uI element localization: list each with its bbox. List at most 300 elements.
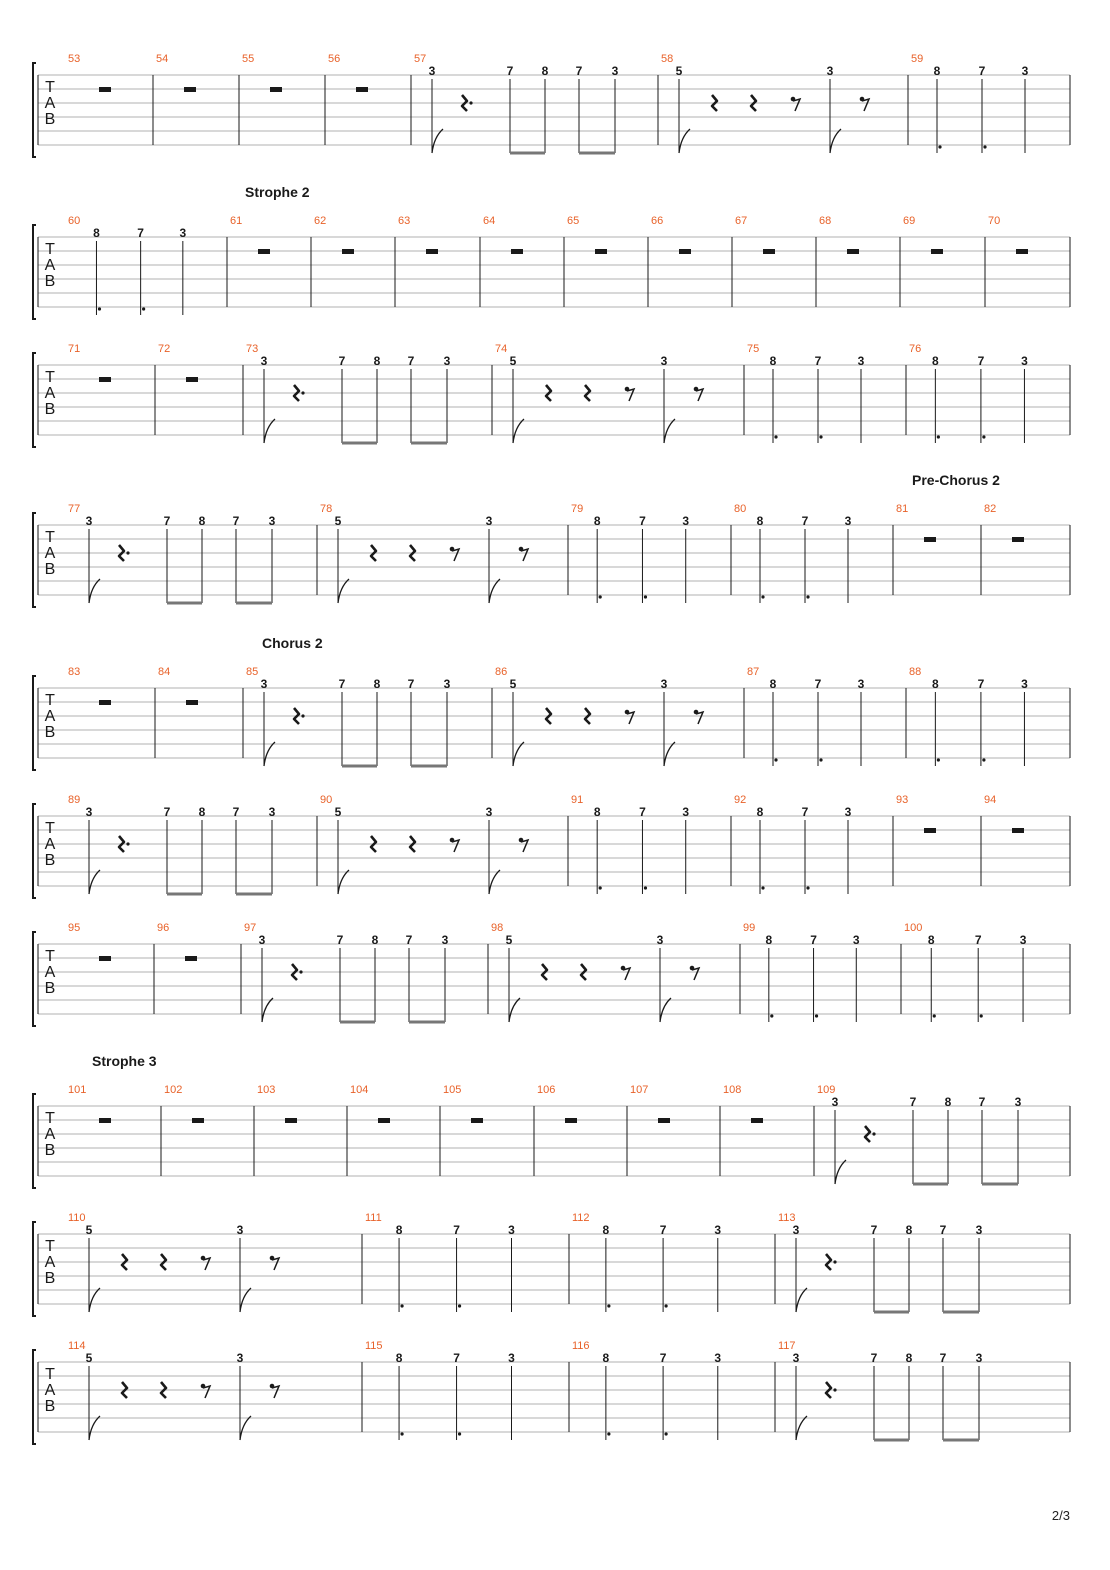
measure-number: 60 bbox=[68, 215, 81, 227]
note-flag bbox=[89, 579, 100, 603]
measure-number: 65 bbox=[567, 215, 580, 227]
system-bracket bbox=[33, 513, 36, 607]
dot bbox=[400, 1304, 403, 1307]
note-flag bbox=[264, 742, 275, 766]
fret-number: 3 bbox=[428, 64, 436, 78]
fret-number: 7 bbox=[338, 354, 346, 368]
tab-clef-letter: A bbox=[44, 257, 56, 274]
measure-number: 87 bbox=[747, 666, 760, 678]
fret-number: 3 bbox=[714, 1223, 722, 1237]
measure bbox=[988, 215, 1028, 254]
fret-number: 3 bbox=[179, 226, 187, 240]
measure bbox=[567, 215, 607, 254]
dot bbox=[833, 1388, 836, 1391]
tab-system bbox=[33, 53, 1070, 157]
measure-number: 72 bbox=[158, 343, 171, 355]
half-rest bbox=[378, 1118, 390, 1123]
dot bbox=[458, 1304, 461, 1307]
measure-number: 116 bbox=[572, 1340, 590, 1352]
fret-number: 3 bbox=[1014, 1095, 1022, 1109]
note-flag bbox=[489, 579, 500, 603]
fret-number: 8 bbox=[93, 226, 100, 240]
system-bracket bbox=[33, 1222, 36, 1316]
measure bbox=[630, 1084, 670, 1123]
fret-number: 3 bbox=[1019, 933, 1027, 947]
eighth-rest bbox=[270, 1256, 279, 1270]
half-rest bbox=[763, 249, 775, 254]
eighth-rest bbox=[201, 1256, 210, 1270]
fret-number: 3 bbox=[844, 805, 852, 819]
half-rest bbox=[1012, 537, 1024, 542]
measure-number: 69 bbox=[903, 215, 916, 227]
measure bbox=[164, 1084, 204, 1123]
half-rest bbox=[184, 87, 196, 92]
tab-clef-letter: A bbox=[44, 708, 56, 725]
tab-clef-letter: B bbox=[44, 273, 56, 290]
fret-number: 3 bbox=[441, 933, 449, 947]
fret-number: 5 bbox=[675, 64, 683, 78]
measure bbox=[68, 666, 111, 705]
measure bbox=[483, 215, 523, 254]
tab-clef-letter: T bbox=[45, 79, 55, 96]
note-flag bbox=[262, 998, 273, 1022]
measure bbox=[903, 215, 943, 254]
fret-number: 8 bbox=[395, 1351, 403, 1365]
tab-system bbox=[33, 922, 1070, 1026]
measure-number: 79 bbox=[571, 503, 584, 515]
system-bracket bbox=[33, 1350, 36, 1444]
fret-number: 8 bbox=[395, 1223, 403, 1237]
dot bbox=[806, 595, 809, 598]
measure-number: 55 bbox=[242, 53, 255, 65]
measure-number: 74 bbox=[495, 343, 508, 355]
fret-number: 7 bbox=[801, 805, 809, 819]
tab-clef-letter: B bbox=[44, 724, 56, 741]
measure bbox=[398, 215, 438, 254]
dot bbox=[819, 435, 822, 438]
fret-number: 3 bbox=[656, 933, 664, 947]
fret-number: 7 bbox=[974, 933, 982, 947]
measure-number: 110 bbox=[68, 1212, 86, 1224]
system-bracket bbox=[33, 676, 36, 770]
half-rest bbox=[99, 1118, 111, 1123]
fret-number: 8 bbox=[905, 1223, 913, 1237]
fret-number: 3 bbox=[268, 514, 276, 528]
fret-number: 3 bbox=[258, 933, 266, 947]
fret-number: 7 bbox=[407, 677, 415, 691]
tab-clef-letter: A bbox=[44, 1254, 56, 1271]
tab-clef-letter: B bbox=[44, 111, 56, 128]
note-flag bbox=[240, 1288, 251, 1312]
dot bbox=[98, 307, 101, 310]
section-label: Strophe 2 bbox=[245, 184, 310, 200]
fret-number: 7 bbox=[659, 1223, 667, 1237]
measure-number: 54 bbox=[156, 53, 169, 65]
fret-number: 5 bbox=[509, 354, 517, 368]
dot bbox=[126, 551, 129, 554]
half-rest bbox=[924, 537, 936, 542]
dot bbox=[458, 1432, 461, 1435]
dot bbox=[770, 1014, 773, 1017]
fret-number: 5 bbox=[334, 805, 342, 819]
measure bbox=[156, 53, 196, 92]
eighth-rest bbox=[625, 710, 634, 724]
measure-number: 107 bbox=[630, 1084, 649, 1096]
fret-number: 8 bbox=[602, 1223, 610, 1237]
fret-number: 7 bbox=[639, 514, 646, 528]
dot bbox=[644, 886, 647, 889]
fret-number: 7 bbox=[453, 1223, 460, 1237]
fret-number: 3 bbox=[443, 677, 451, 691]
fret-number: 3 bbox=[975, 1351, 983, 1365]
dot bbox=[599, 595, 602, 598]
fret-number: 3 bbox=[660, 677, 668, 691]
tab-system bbox=[33, 1053, 1070, 1188]
measure bbox=[68, 922, 111, 961]
fret-number: 8 bbox=[756, 514, 764, 528]
tab-clef-letter: T bbox=[45, 1110, 55, 1127]
eighth-rest bbox=[270, 1384, 279, 1398]
fret-number: 3 bbox=[508, 1223, 515, 1237]
tab-clef-letter: B bbox=[44, 1142, 56, 1159]
system-bracket bbox=[33, 353, 36, 447]
fret-number: 8 bbox=[602, 1351, 610, 1365]
fret-number: 7 bbox=[639, 805, 646, 819]
tab-clef-letter: A bbox=[44, 95, 56, 112]
fret-number: 8 bbox=[593, 514, 601, 528]
fret-number: 3 bbox=[682, 805, 690, 819]
fret-number: 7 bbox=[977, 354, 985, 368]
fret-number: 7 bbox=[575, 64, 583, 78]
fret-number: 3 bbox=[975, 1223, 983, 1237]
measure-number: 93 bbox=[896, 794, 909, 806]
tab-system bbox=[33, 1212, 1070, 1316]
fret-number: 3 bbox=[831, 1095, 839, 1109]
fret-number: 8 bbox=[932, 354, 939, 368]
measure-number: 59 bbox=[911, 53, 924, 65]
measure-number: 56 bbox=[328, 53, 341, 65]
fret-number: 3 bbox=[85, 805, 93, 819]
measure bbox=[984, 503, 1024, 542]
measure-number: 80 bbox=[734, 503, 747, 515]
measure-number: 117 bbox=[778, 1340, 796, 1352]
fret-number: 7 bbox=[453, 1351, 460, 1365]
half-rest bbox=[185, 956, 197, 961]
dot bbox=[299, 970, 302, 973]
eighth-rest bbox=[860, 97, 869, 111]
half-rest bbox=[595, 249, 607, 254]
dot bbox=[982, 435, 985, 438]
fret-number: 8 bbox=[198, 514, 206, 528]
tab-clef-letter: A bbox=[44, 836, 56, 853]
measure bbox=[158, 666, 198, 705]
dot bbox=[819, 758, 822, 761]
dot bbox=[933, 1014, 936, 1017]
measure-number: 64 bbox=[483, 215, 496, 227]
half-rest bbox=[511, 249, 523, 254]
fret-number: 8 bbox=[769, 354, 777, 368]
measure bbox=[157, 922, 197, 961]
measure-number: 83 bbox=[68, 666, 81, 678]
eighth-rest bbox=[694, 710, 703, 724]
measure-number: 109 bbox=[817, 1084, 836, 1096]
fret-number: 7 bbox=[814, 354, 822, 368]
fret-number: 3 bbox=[660, 354, 668, 368]
measure-number: 57 bbox=[414, 53, 427, 65]
measure bbox=[651, 215, 691, 254]
tab-clef-letter: T bbox=[45, 369, 55, 386]
note-flag bbox=[240, 1416, 251, 1440]
half-rest bbox=[99, 87, 111, 92]
note-flag bbox=[796, 1288, 807, 1312]
fret-number: 3 bbox=[844, 514, 852, 528]
eighth-rest bbox=[450, 547, 459, 561]
note-flag bbox=[89, 870, 100, 894]
dot bbox=[664, 1432, 667, 1435]
tab-system bbox=[33, 184, 1070, 319]
dot bbox=[644, 595, 647, 598]
measure-number: 66 bbox=[651, 215, 664, 227]
dot bbox=[937, 758, 940, 761]
measure-number: 68 bbox=[819, 215, 832, 227]
half-rest bbox=[99, 700, 111, 705]
fret-number: 7 bbox=[232, 514, 240, 528]
tab-clef-letter: T bbox=[45, 1366, 55, 1383]
eighth-rest bbox=[625, 387, 634, 401]
measure-number: 95 bbox=[68, 922, 81, 934]
fret-number: 8 bbox=[927, 933, 935, 947]
fret-number: 7 bbox=[977, 677, 985, 691]
dot bbox=[833, 1260, 836, 1263]
fret-number: 8 bbox=[765, 933, 773, 947]
tab-clef-letter: A bbox=[44, 1382, 56, 1399]
dot bbox=[980, 1014, 983, 1017]
note-flag bbox=[835, 1160, 846, 1184]
tab-clef-letter: T bbox=[45, 241, 55, 258]
dot bbox=[774, 758, 777, 761]
dot bbox=[607, 1432, 610, 1435]
dot bbox=[301, 714, 304, 717]
measure bbox=[723, 1084, 763, 1123]
measure-number: 111 bbox=[365, 1212, 382, 1224]
half-rest bbox=[285, 1118, 297, 1123]
note-flag bbox=[679, 129, 690, 153]
fret-number: 8 bbox=[769, 677, 777, 691]
measure-number: 99 bbox=[743, 922, 756, 934]
measure bbox=[158, 343, 198, 382]
measure bbox=[230, 215, 270, 254]
measure-number: 97 bbox=[244, 922, 257, 934]
measure bbox=[537, 1084, 577, 1123]
fret-number: 3 bbox=[443, 354, 451, 368]
measure-number: 102 bbox=[164, 1084, 183, 1096]
tab-clef-letter: B bbox=[44, 1398, 56, 1415]
measure bbox=[896, 503, 936, 542]
fret-number: 3 bbox=[1021, 64, 1029, 78]
fret-number: 7 bbox=[801, 514, 809, 528]
fret-number: 7 bbox=[939, 1351, 947, 1365]
tab-system bbox=[33, 794, 1070, 898]
fret-number: 7 bbox=[137, 226, 144, 240]
eighth-rest bbox=[201, 1384, 210, 1398]
fret-number: 3 bbox=[714, 1351, 722, 1365]
fret-number: 7 bbox=[814, 677, 822, 691]
dot bbox=[761, 595, 764, 598]
measure-number: 75 bbox=[747, 343, 760, 355]
eighth-rest bbox=[450, 838, 459, 852]
measure bbox=[68, 343, 111, 382]
measure-number: 58 bbox=[661, 53, 674, 65]
measure-number: 62 bbox=[314, 215, 327, 227]
dot bbox=[872, 1132, 875, 1135]
measure bbox=[350, 1084, 390, 1123]
note-flag bbox=[489, 870, 500, 894]
system-bracket bbox=[33, 932, 36, 1026]
measure-number: 78 bbox=[320, 503, 333, 515]
measure bbox=[68, 1084, 111, 1123]
measure-number: 88 bbox=[909, 666, 922, 678]
note-flag bbox=[513, 419, 524, 443]
fret-number: 8 bbox=[373, 354, 381, 368]
fret-number: 8 bbox=[373, 677, 381, 691]
tab-clef-letter: A bbox=[44, 385, 56, 402]
dot bbox=[142, 307, 145, 310]
dot bbox=[126, 842, 129, 845]
note-flag bbox=[432, 129, 443, 153]
measure-number: 90 bbox=[320, 794, 333, 806]
fret-number: 7 bbox=[659, 1351, 667, 1365]
half-rest bbox=[1016, 249, 1028, 254]
tab-system bbox=[33, 343, 1070, 447]
half-rest bbox=[356, 87, 368, 92]
half-rest bbox=[186, 700, 198, 705]
fret-number: 7 bbox=[407, 354, 415, 368]
half-rest bbox=[679, 249, 691, 254]
measure-number: 103 bbox=[257, 1084, 276, 1096]
dot bbox=[607, 1304, 610, 1307]
dot bbox=[983, 145, 986, 148]
half-rest bbox=[1012, 828, 1024, 833]
measure bbox=[314, 215, 354, 254]
fret-number: 3 bbox=[611, 64, 619, 78]
measure-number: 94 bbox=[984, 794, 997, 806]
tab-clef-letter: A bbox=[44, 964, 56, 981]
half-rest bbox=[270, 87, 282, 92]
measure-number: 61 bbox=[230, 215, 243, 227]
measure-number: 71 bbox=[68, 343, 81, 355]
dot bbox=[938, 145, 941, 148]
fret-number: 7 bbox=[232, 805, 240, 819]
half-rest bbox=[192, 1118, 204, 1123]
tab-clef-letter: B bbox=[44, 561, 56, 578]
note-flag bbox=[509, 998, 520, 1022]
fret-number: 8 bbox=[371, 933, 379, 947]
eighth-rest bbox=[690, 966, 699, 980]
half-rest bbox=[658, 1118, 670, 1123]
measure-number: 105 bbox=[443, 1084, 462, 1096]
dot bbox=[774, 435, 777, 438]
half-rest bbox=[186, 377, 198, 382]
half-rest bbox=[847, 249, 859, 254]
measure-number: 104 bbox=[350, 1084, 369, 1096]
note-flag bbox=[513, 742, 524, 766]
measure-number: 53 bbox=[68, 53, 81, 65]
fret-number: 3 bbox=[236, 1351, 244, 1365]
note-flag bbox=[664, 742, 675, 766]
note-flag bbox=[830, 129, 841, 153]
dot bbox=[599, 886, 602, 889]
measure-number: 96 bbox=[157, 922, 170, 934]
dot bbox=[982, 758, 985, 761]
tab-clef-letter: T bbox=[45, 692, 55, 709]
measure-number: 112 bbox=[572, 1212, 590, 1224]
dot bbox=[664, 1304, 667, 1307]
fret-number: 3 bbox=[852, 933, 860, 947]
fret-number: 3 bbox=[792, 1351, 800, 1365]
measure bbox=[328, 53, 368, 92]
eighth-rest bbox=[519, 547, 528, 561]
fret-number: 3 bbox=[85, 514, 93, 528]
measure-number: 89 bbox=[68, 794, 81, 806]
system-bracket bbox=[33, 1094, 36, 1188]
eighth-rest bbox=[621, 966, 630, 980]
fret-number: 3 bbox=[1021, 677, 1028, 691]
eighth-rest bbox=[694, 387, 703, 401]
fret-number: 7 bbox=[336, 933, 344, 947]
system-bracket bbox=[33, 225, 36, 319]
fret-number: 8 bbox=[541, 64, 549, 78]
fret-number: 7 bbox=[870, 1351, 878, 1365]
tab-clef-letter: A bbox=[44, 545, 56, 562]
fret-number: 3 bbox=[1021, 354, 1028, 368]
fret-number: 8 bbox=[944, 1095, 952, 1109]
measure-number: 113 bbox=[778, 1212, 796, 1224]
measure-number: 76 bbox=[909, 343, 922, 355]
tab-system bbox=[33, 635, 1070, 770]
fret-number: 3 bbox=[260, 677, 268, 691]
tab-clef-letter: T bbox=[45, 529, 55, 546]
fret-number: 7 bbox=[338, 677, 346, 691]
half-rest bbox=[924, 828, 936, 833]
fret-number: 7 bbox=[405, 933, 413, 947]
tab-clef-letter: T bbox=[45, 1238, 55, 1255]
half-rest bbox=[99, 377, 111, 382]
fret-number: 8 bbox=[933, 64, 941, 78]
fret-number: 3 bbox=[268, 805, 276, 819]
note-flag bbox=[338, 870, 349, 894]
fret-number: 7 bbox=[810, 933, 817, 947]
measure-number: 100 bbox=[904, 922, 923, 934]
measure-number: 92 bbox=[734, 794, 747, 806]
fret-number: 3 bbox=[826, 64, 834, 78]
fret-number: 8 bbox=[198, 805, 206, 819]
fret-number: 7 bbox=[939, 1223, 947, 1237]
measure-number: 106 bbox=[537, 1084, 556, 1096]
note-flag bbox=[89, 1288, 100, 1312]
tab-clef-letter: B bbox=[44, 401, 56, 418]
fret-number: 7 bbox=[870, 1223, 878, 1237]
dot bbox=[301, 391, 304, 394]
measure bbox=[257, 1084, 297, 1123]
measure-number: 73 bbox=[246, 343, 259, 355]
system-bracket bbox=[33, 804, 36, 898]
section-label: Pre-Chorus 2 bbox=[912, 472, 1000, 488]
note-flag bbox=[338, 579, 349, 603]
fret-number: 7 bbox=[163, 805, 171, 819]
measure-number: 85 bbox=[246, 666, 259, 678]
tab-system bbox=[33, 1340, 1070, 1444]
measure bbox=[819, 215, 859, 254]
